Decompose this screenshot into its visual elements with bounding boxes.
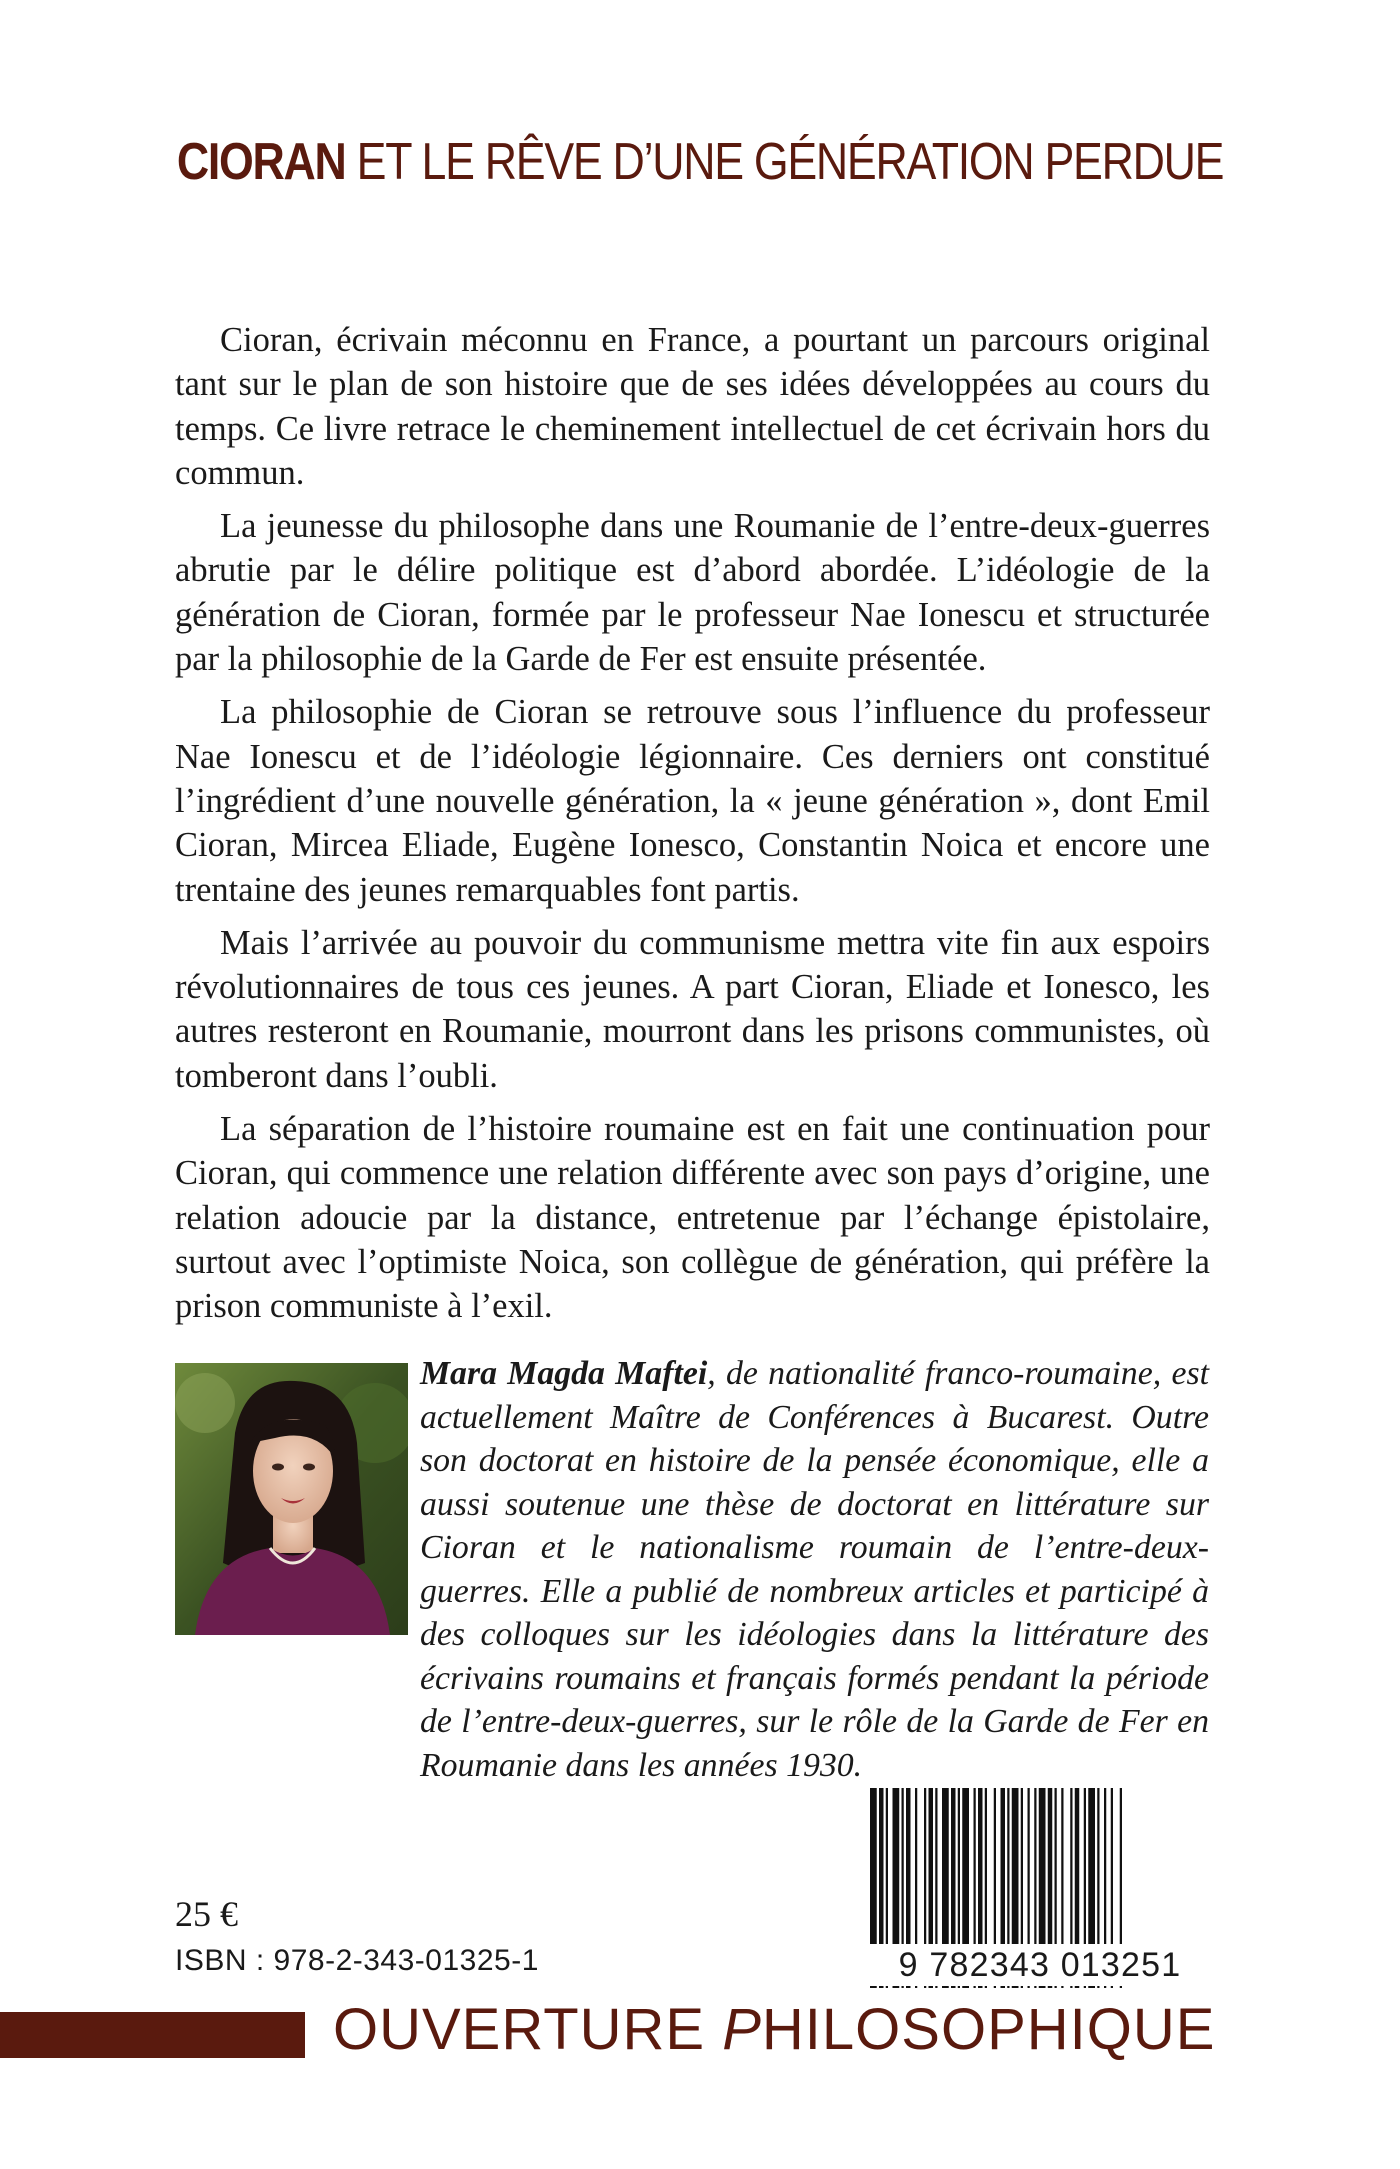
author-bio-text: , de nationalité franco-roumaine, est actuellement Maître de Conférences à Bucarest. Outre son doctorat en histoire de la pensée économique, elle a aussi soutenue une thèse de doctorat en littérature sur Cioran et le nationalisme roumain de l’entre-deux-guerres. Elle a publié de nombreux articles et participé à des colloques sur les idéologies dans la littérature des écrivains roumains et français formés pendant la période de l’entre-deux-guerres, sur le rôle de la Garde de Fer en Roumanie dans les années 1930. bbox=[420, 1355, 1209, 1784]
blurb bbox=[175, 318, 1210, 1338]
price: 25 € bbox=[175, 1894, 238, 1934]
author-bio bbox=[420, 1352, 1209, 1787]
series-part-1: OUVERTURE bbox=[333, 1997, 723, 2062]
blurb-paragraph: La séparation de l’histoire roumaine est en fait une continuation pour Cioran, qui commence une relation différente avec son pays d’origine, une relation adoucie par la distance, entretenue par l’échange épistolaire, surtout avec l’optimiste Noica, son collègue de génération, qui préfère la prison communiste à l’exil. bbox=[175, 1110, 1210, 1326]
series-name bbox=[333, 1996, 1215, 2063]
series-accent-bar bbox=[0, 2012, 305, 2058]
series-part-3: HILOSOPHIQUE bbox=[761, 1997, 1216, 2062]
barcode-digits: 9 782343 013251 bbox=[868, 1944, 1212, 1986]
author-name: Mara Magda Maftei bbox=[420, 1355, 708, 1392]
blurb-paragraph: Mais l’arrivée au pouvoir du communisme mettra vite fin aux espoirs révolutionnaires de tous ces jeunes. A part Cioran, Eliade et Ionesco, les autres resteront en Roumanie, mourront dans les prisons communistes, où tomberont dans l’oubli. bbox=[175, 923, 1210, 1095]
title-rest: ET LE RÊVE D’UNE GÉNÉRATION PERDUE bbox=[356, 133, 1224, 191]
blurb-paragraph: La jeunesse du philosophe dans une Roumanie de l’entre-deux-guerres abrutie par le délire politique est d’abord abordée. L’idéologie de la génération de Cioran, formée par le professeur Nae Ionescu et structurée par la philosophie de la Garde de Fer est ensuite présentée. bbox=[175, 507, 1210, 679]
author-photo bbox=[175, 1363, 408, 1635]
blurb-paragraph: Cioran, écrivain méconnu en France, a pourtant un parcours original tant sur le plan de son histoire que de ses idées développées au cours du temps. Ce livre retrace le cheminement intellectuel de cet écrivain hors du commun. bbox=[175, 321, 1210, 492]
isbn: ISBN : 978-2-343-01325-1 bbox=[175, 1944, 539, 1977]
title-emphasis: CIORAN bbox=[176, 133, 346, 191]
series-part-2: P bbox=[722, 1997, 762, 2062]
author-portrait-image bbox=[175, 1363, 408, 1635]
book-title bbox=[98, 132, 1302, 192]
blurb-paragraph: La philosophie de Cioran se retrouve sous l’influence du professeur Nae Ionescu et de l’idéologie légionnaire. Ces derniers ont constitué l’ingrédient d’une nouvelle génération, la « jeune génération », dont Emil Cioran, Mircea Eliade, Eugène Ionesco, Constantin Noica et encore une trentaine des jeunes remarquables font partis. bbox=[175, 693, 1210, 909]
